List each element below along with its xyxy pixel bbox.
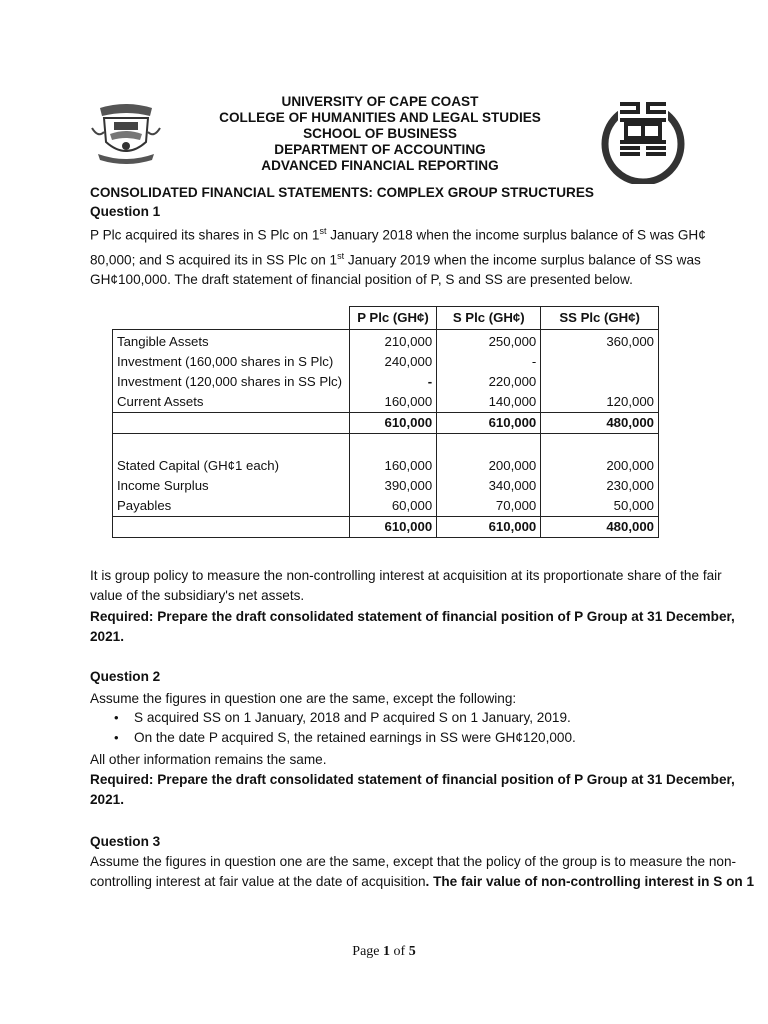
document-header [160, 94, 600, 174]
list-item: • S acquired SS on 1 January, 2018 and P acquired S on 1 January, 2019. [134, 708, 576, 728]
list-item: • On the date P acquired S, the retained earnings in SS were GH¢120,000. [134, 728, 576, 748]
q1-required: Required: Prepare the draft consolidated statement of financial position of P Group at 31 December, 2021. [90, 609, 735, 644]
table-row: Stated Capital (GH¢1 each) 160,000 200,000 200,000 [113, 456, 659, 476]
q2-other-info: All other information remains the same. [90, 752, 327, 767]
column-header-ss: SS Plc (GH¢) [541, 307, 659, 330]
table-row: Tangible Assets 210,000 250,000 360,000 [113, 330, 659, 353]
table-header-row [113, 307, 659, 330]
school-name: SCHOOL OF BUSINESS [303, 126, 457, 141]
q2-intro: Assume the figures in question one are the same, except the following: [90, 691, 517, 706]
table-row: Investment (160,000 shares in S Plc) 240,000 - [113, 352, 659, 372]
policy-text: It is group policy to measure the non-controlling interest at acquisition at its proportionate share of the fair value of the subsidiary's net assets. [90, 568, 722, 603]
college-name: COLLEGE OF HUMANITIES AND LEGAL STUDIES [219, 110, 541, 125]
q2-required: Required: Prepare the draft consolidated statement of financial position of P Group at 31 December, 2021. [90, 772, 735, 807]
assets-total-row: 610,000 610,000 480,000 [113, 413, 659, 434]
q1-heading: Question 1 [90, 204, 161, 219]
school-emblem-icon [600, 98, 686, 184]
q3-heading: Question 3 [90, 834, 161, 849]
q2-bullet-list [112, 708, 576, 748]
equity-total-row: 610,000 610,000 480,000 [113, 517, 659, 538]
department-name: DEPARTMENT OF ACCOUNTING [274, 142, 486, 157]
q3-body: Assume the figures in question one are the same, except that the policy of the group is to measure the non- controlling interest at fair value at the date of acquisition. The fair value of non-controlling interest in S on 1 [90, 854, 755, 889]
column-header-s: S Plc (GH¢) [437, 307, 541, 330]
table-row: Current Assets 160,000 140,000 120,000 [113, 392, 659, 413]
university-name: UNIVERSITY OF CAPE COAST [281, 94, 479, 109]
column-header-p: P Plc (GH¢) [349, 307, 436, 330]
q1-body: P Plc acquired its shares in S Plc on 1st January 2018 when the income surplus balance of S was GH¢ 80,000; and S acquired its in SS Plc on 1st January 2019 when the income surplus balance of SS was GH¢100,000. The draft statement of financial position of P, S and SS are presented below. [90, 226, 706, 288]
table-row: Income Surplus 390,000 340,000 230,000 [113, 476, 659, 496]
subtitle: CONSOLIDATED FINANCIAL STATEMENTS: COMPLEX GROUP STRUCTURES [90, 185, 594, 200]
q2-heading: Question 2 [90, 669, 161, 684]
page-number-footer: Page 1 of 5 [352, 944, 416, 959]
course-name: ADVANCED FINANCIAL REPORTING [261, 158, 499, 173]
table-row: Investment (120,000 shares in SS Plc) - 220,000 [113, 372, 659, 392]
financial-position-table [112, 306, 659, 538]
table-row: Payables 60,000 70,000 50,000 [113, 496, 659, 517]
ucc-crest-icon [90, 98, 162, 168]
